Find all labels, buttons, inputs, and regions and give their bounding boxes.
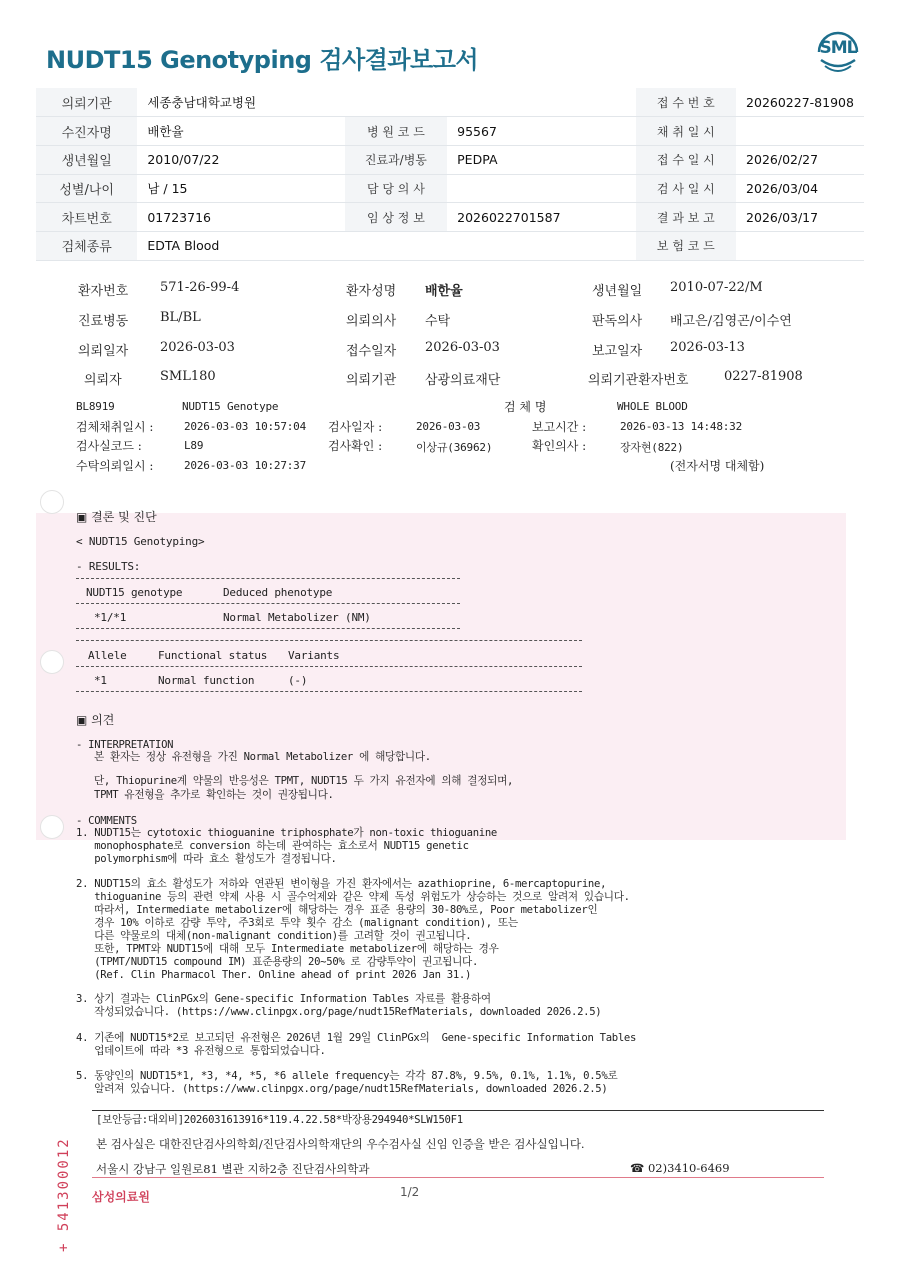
table-row: [36, 203, 864, 232]
comments-heading: - COMMENTS: [76, 815, 137, 827]
table-header-allele: Allele: [88, 649, 127, 662]
table-header-variants: Variants: [288, 649, 340, 662]
brand-name: 삼성의료원: [92, 1190, 150, 1204]
request-date: 2026-03-03: [160, 340, 235, 355]
section-conclusion: ▣ 결론 및 진단: [76, 510, 157, 524]
comment-2-line: 경우 10% 이하로 감량 투약, 주3회로 투약 횟수 감소 (malignant condition), 또는: [76, 917, 518, 929]
divider: [92, 1110, 824, 1111]
label-consign-time: 수탁의뢰일시 :: [76, 459, 154, 473]
test-name: NUDT15 Genotype: [182, 400, 279, 413]
chart-number: 01723716: [137, 203, 344, 232]
label-test-date: 검 사 일 시: [636, 174, 736, 203]
label-reading-doctor: 판독의사: [592, 314, 643, 329]
interpretation-line: TPMT 유전형을 추가로 확인하는 것이 권장됩니다.: [94, 789, 334, 801]
comment-2-line: 따라서, Intermediate metabolizer에 해당하는 경우 표준 용량의 30-80%로, Poor metabolizer인: [76, 904, 598, 916]
label-requester: 의뢰자: [84, 373, 122, 388]
side-serial-number: + 541300012: [56, 1137, 72, 1252]
result-report: 2026/03/17: [736, 203, 864, 232]
test-date: 2026/03/04: [736, 174, 864, 203]
collection-time: 2026-03-03 10:57:04: [184, 420, 307, 433]
specimen-name: WHOLE BLOOD: [617, 400, 688, 413]
ward: BL/BL: [160, 310, 201, 325]
comment-4-line: 업데이트에 따라 *3 유전형으로 통합되었습니다.: [76, 1045, 326, 1057]
comment-5-line: 알려져 있습니다. (https://www.clinpgx.org/page/nudt15RefMaterials, downloaded 2026.2.5): [76, 1083, 608, 1095]
divider: [76, 578, 460, 579]
physician: [447, 174, 635, 203]
comment-2-line: 또한, TPMT와 NUDT15에 대해 모두 Intermediate metabolizer에 해당하는 경우: [76, 943, 499, 955]
label-physician: 담 당 의 사: [345, 174, 448, 203]
phenotype-value: Normal Metabolizer (NM): [223, 611, 371, 624]
lab-code: L89: [184, 439, 204, 452]
label-ward: 진료병동: [78, 314, 129, 329]
comment-3-line: 작성되었습니다. (https://www.clinpgx.org/page/nudt15RefMaterials, downloaded 2026.2.5): [76, 1006, 602, 1018]
consign-time: 2026-03-03 10:27:37: [184, 459, 307, 472]
patient-fullname: 배한율: [425, 284, 463, 299]
report-title: NUDT15 Genotyping 검사결과보고서: [46, 46, 479, 74]
label-requesting-doctor: 의뢰의사: [346, 314, 397, 329]
requesting-doctor: 수탁: [425, 314, 451, 329]
sml-logo: [813, 30, 863, 76]
patient-number: 571-26-99-4: [160, 280, 240, 295]
table-row: [36, 145, 864, 174]
label-specimen-name: 검 체 명: [504, 400, 547, 414]
table-header-genotype: NUDT15 genotype: [86, 586, 183, 599]
comment-2-line: (TPMT/NUDT15 compound IM) 표준용량의 20~50% 로 감량투약이 권고됩니다.: [76, 956, 479, 968]
confirm-doctor: 장자현(822): [620, 441, 684, 454]
report-date: 2026-03-13: [670, 340, 745, 355]
comment-2-line: thioguanine 등의 관련 약제 사용 시 골수억제와 같은 약제 독성 위험도가 상승하는 것으로 알려져 있습니다.: [76, 891, 630, 903]
label-collection-time: 검체채취일시 :: [76, 420, 154, 434]
comment-3-line: 3. 상기 결과는 ClinPGx의 Gene-specific Information Tables 자료를 활용하여: [76, 993, 491, 1005]
dob: 2010-07-22/M: [670, 280, 763, 295]
table-header-phenotype: Deduced phenotype: [223, 586, 333, 599]
label-accept-date: 접수일자: [346, 344, 397, 359]
label-report-date: 보고일자: [592, 344, 643, 359]
label-chart-number: 차트번호: [36, 203, 137, 232]
label-result-report: 결 과 보 고: [636, 203, 736, 232]
comment-1-line: monophosphate로 conversion 하는데 관여하는 효소로서 NUDT15 genetic: [76, 840, 469, 852]
functional-status-value: Normal function: [158, 674, 255, 687]
label-collection-date: 채 취 일 시: [636, 117, 736, 146]
receipt-date: 2026/02/27: [736, 145, 864, 174]
label-patient-name: 수진자명: [36, 117, 137, 146]
table-row: [36, 88, 864, 117]
comment-1-line: polymorphism에 따라 효소 활성도가 결정됩니다.: [76, 853, 337, 865]
table-row: [36, 231, 864, 260]
divider: [76, 691, 582, 692]
comment-4-line: 4. 기존에 NUDT15*2로 보고되던 유전형은 2026년 1월 29일 ClinPGx의 Gene-specific Information Tables: [76, 1032, 637, 1044]
patient-info-table: [36, 88, 864, 261]
department: PEDPA: [447, 145, 635, 174]
logo-text: SML: [819, 38, 857, 58]
reading-doctor: 배고은/김영곤/이수연: [670, 314, 792, 329]
punch-hole: [40, 815, 64, 839]
table-row: [36, 174, 864, 203]
e-signature-note: (전자서명 대체함): [670, 459, 765, 473]
birth-date: 2010/07/22: [137, 145, 344, 174]
exam-date: 2026-03-03: [416, 420, 481, 433]
comment-2-line: 2. NUDT15의 효소 활성도가 저하와 연관된 변이형을 가진 환자에서는 azathioprine, 6-mercaptopurine,: [76, 878, 607, 890]
label-insurance-code: 보 험 코 드: [636, 231, 736, 260]
label-patient-fullname: 환자성명: [346, 284, 397, 299]
section-opinion: ▣ 의견: [76, 713, 115, 727]
exam-confirm: 이상규(36962): [416, 441, 493, 454]
accept-date: 2026-03-03: [425, 340, 500, 355]
comment-2-line: (Ref. Clin Pharmacol Ther. Online ahead of print 2026 Jan 31.): [76, 969, 472, 981]
label-report-time: 보고시간 :: [532, 420, 587, 434]
requester: SML180: [160, 369, 216, 384]
punch-hole: [40, 490, 64, 514]
comment-2-line: 다른 약물로의 대체(non-malignant condition)를 고려할 것이 권고됩니다.: [76, 930, 472, 942]
specimen-type: EDTA Blood: [137, 231, 635, 260]
interpretation-line: 본 환자는 정상 유전형을 가진 Normal Metabolizer 에 해당합니다.: [94, 751, 431, 763]
label-dob: 생년월일: [592, 284, 643, 299]
comment-5-line: 5. 동양인의 NUDT15*1, *3, *4, *5, *6 allele frequency는 각각 87.8%, 9.5%, 0.1%, 1.1%, 0.5%로: [76, 1070, 618, 1082]
scanned-report: [0, 270, 900, 1271]
label-receipt-date: 접 수 일 시: [636, 145, 736, 174]
interpretation-line: 단, Thiopurine계 약물의 반응성은 TPMT, NUDT15 두 가지 유전자에 의해 결정되며,: [94, 775, 514, 787]
label-org-patient-number: 의뢰기관환자번호: [588, 373, 689, 388]
divider: [76, 666, 582, 667]
genotype-value: *1/*1: [94, 611, 127, 624]
variants-value: (-): [288, 674, 308, 687]
certification-statement: 본 검사실은 대한진단검사의학회/진단검사의학재단의 우수검사실 신임 인증을 받은 검사실입니다.: [96, 1137, 585, 1151]
punch-hole: [40, 650, 64, 674]
table-header-functional-status: Functional status: [158, 649, 268, 662]
label-exam-date: 검사일자 :: [328, 420, 383, 434]
insurance-code: [736, 231, 864, 260]
lab-phone: ☎ 02)3410-6469: [630, 1161, 730, 1175]
interpretation-heading: - INTERPRETATION: [76, 739, 174, 751]
subtitle-genotyping: < NUDT15 Genotyping>: [76, 535, 205, 548]
divider: [92, 1177, 824, 1178]
label-confirm-doctor: 확인의사 :: [532, 439, 587, 453]
label-specimen-type: 검체종류: [36, 231, 137, 260]
request-org: 삼광의료재단: [425, 373, 501, 388]
clinical-info: 2026022701587: [447, 203, 635, 232]
receipt-number: 20260227-81908: [736, 88, 864, 117]
label-clinical-info: 임 상 정 보: [345, 203, 448, 232]
allele-value: *1: [94, 674, 107, 687]
label-hospital-code: 병 원 코 드: [345, 117, 448, 146]
label-birth-date: 생년월일: [36, 145, 137, 174]
page-number: 1/2: [400, 1185, 420, 1199]
label-exam-confirm: 검사확인 :: [328, 439, 383, 453]
org-patient-number: 0227-81908: [724, 369, 803, 384]
collection-date: [736, 117, 864, 146]
label-request-date: 의뢰일자: [78, 344, 129, 359]
security-line: [보안등급:대외비]2026031613916*119.4.22.58*박장용294940*SLW150F1: [96, 1114, 463, 1126]
test-code: BL8919: [76, 400, 115, 413]
report-time: 2026-03-13 14:48:32: [620, 420, 743, 433]
label-sex-age: 성별/나이: [36, 174, 137, 203]
lab-address: 서울시 강남구 일원로81 별관 지하2층 진단검사의학과: [96, 1162, 370, 1176]
label-department: 진료과/병동: [345, 145, 448, 174]
label-lab-code: 검사실코드 :: [76, 439, 142, 453]
hospital-code: 95567: [447, 117, 635, 146]
label-receipt-number: 접 수 번 호: [636, 88, 736, 117]
divider: [76, 640, 582, 641]
divider: [76, 603, 460, 604]
label-requesting-institution: 의뢰기관: [36, 88, 137, 117]
comment-1-line: 1. NUDT15는 cytotoxic thioguanine triphosphate가 non-toxic thioguanine: [76, 827, 498, 839]
patient-name: 배한율: [137, 117, 344, 146]
divider: [76, 628, 460, 629]
results-heading: - RESULTS:: [76, 560, 141, 573]
label-request-org: 의뢰기관: [346, 373, 397, 388]
sex-age: 남 / 15: [137, 174, 344, 203]
requesting-institution: 세종충남대학교병원: [137, 88, 635, 117]
label-patient-number: 환자번호: [78, 284, 129, 299]
table-row: [36, 117, 864, 146]
